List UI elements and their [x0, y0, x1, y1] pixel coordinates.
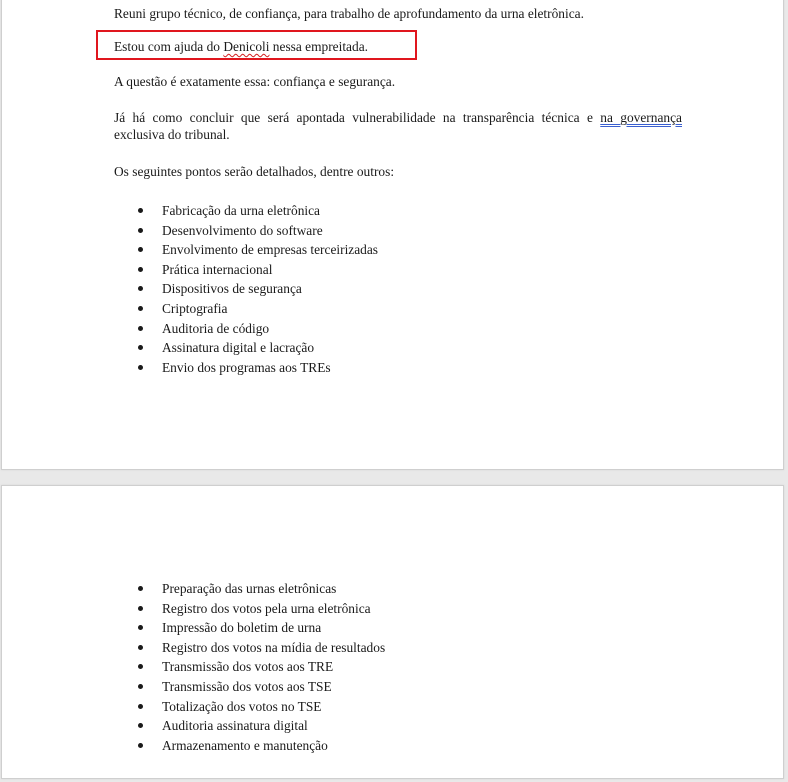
- list-item: Envio dos programas aos TREs: [138, 358, 378, 378]
- paragraph-2-text-start: Estou com ajuda do: [114, 39, 224, 54]
- document-page-2: [1, 485, 784, 779]
- list-item: Dispositivos de segurança: [138, 279, 378, 299]
- list-item: Totalização dos votos no TSE: [138, 697, 385, 717]
- list-item: Auditoria de código: [138, 319, 378, 339]
- list-item: Fabricação da urna eletrônica: [138, 201, 378, 221]
- paragraph-4-text-end: exclusiva do tribunal.: [114, 127, 230, 142]
- list-item: Desenvolvimento do software: [138, 221, 378, 241]
- document-page-1: [1, 0, 784, 470]
- list-item: Assinatura digital e lacração: [138, 338, 378, 358]
- list-item: Envolvimento de empresas terceirizadas: [138, 240, 378, 260]
- paragraph-5: Os seguintes pontos serão detalhados, dentre outros:: [114, 164, 395, 179]
- paragraph-1: Reuni grupo técnico, de confiança, para trabalho de aprofundamento da urna eletrônica.: [114, 6, 584, 21]
- list-item: Preparação das urnas eletrônicas: [138, 579, 385, 599]
- bullet-list-1: [138, 201, 378, 377]
- paragraph-2: [114, 38, 368, 55]
- list-item: Armazenamento e manutenção: [138, 736, 385, 756]
- paragraph-4: [114, 109, 682, 143]
- list-item: Auditoria assinatura digital: [138, 716, 385, 736]
- list-item: Impressão do boletim de urna: [138, 618, 385, 638]
- paragraph-4-text-start: Já há como concluir que será apontada vulnerabilidade na transparência técnica e: [114, 110, 601, 125]
- list-item: Transmissão dos votos aos TRE: [138, 657, 385, 677]
- bullet-list-2: [138, 579, 385, 755]
- spellcheck-flagged-word[interactable]: Denicoli: [223, 39, 270, 54]
- list-item: Prática internacional: [138, 260, 378, 280]
- grammar-flagged-phrase[interactable]: na governança: [600, 110, 682, 125]
- list-item: Registro dos votos pela urna eletrônica: [138, 599, 385, 619]
- list-item: Transmissão dos votos aos TSE: [138, 677, 385, 697]
- paragraph-2-text-end: nessa empreitada.: [269, 39, 368, 54]
- paragraph-3: A questão é exatamente essa: confiança e segurança.: [114, 74, 396, 89]
- list-item: Criptografia: [138, 299, 378, 319]
- list-item: Registro dos votos na mídia de resultados: [138, 638, 385, 658]
